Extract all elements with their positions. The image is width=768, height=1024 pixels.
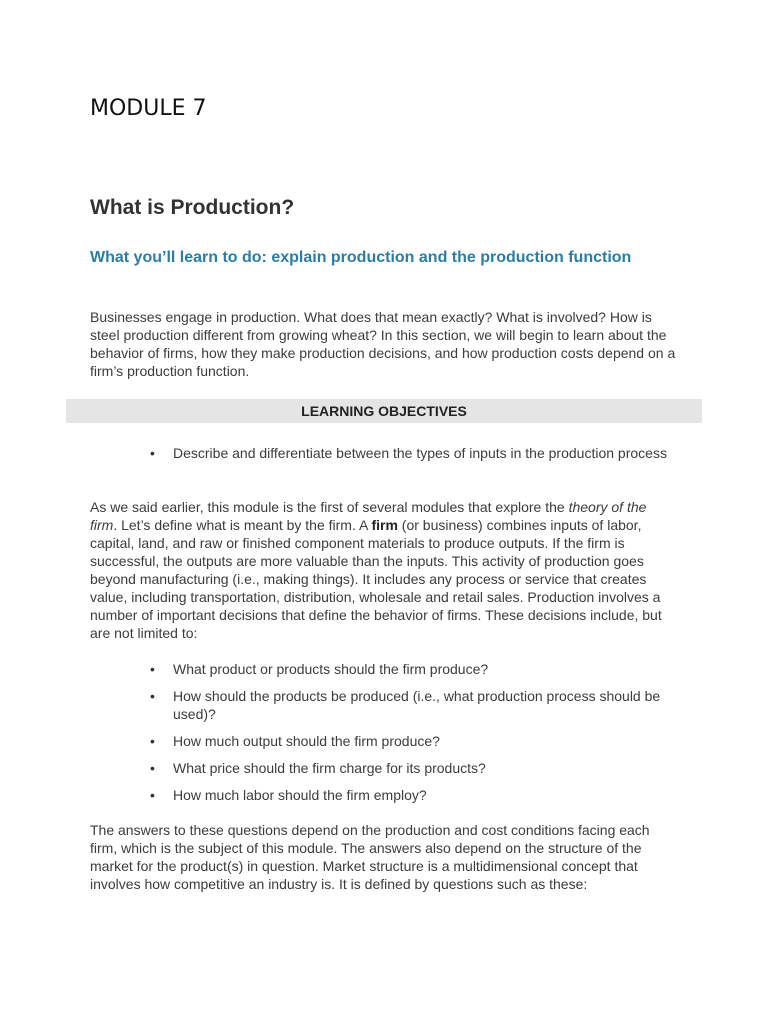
decision-text: What product or products should the firm produce? [173, 661, 489, 677]
firm-term: firm [371, 517, 398, 533]
learning-objectives-list [150, 444, 680, 471]
learning-goal-heading: What you’ll learn to do: explain production and the production function [90, 249, 632, 266]
bullet-icon: • [150, 760, 155, 776]
list-item [150, 687, 680, 723]
objective-text: Describe and differentiate between the types of inputs in the production process [173, 445, 667, 461]
theory-paragraph [90, 498, 676, 642]
bullet-icon: • [150, 445, 155, 461]
theory-text-3: (or business) combines inputs of labor, capital, land, and raw or finished component materials to produce outputs. If the firm is successful, the outputs are more valuable than the inputs. This activity of production goes beyond manufacturing (i.e., making things). It includes any process or service that creates value, including transportation, distribution, wholesale and retail sales. Production involves a number of important decisions that define the behavior of firms. These decisions include, but are not limited to: [90, 517, 662, 641]
list-item [150, 444, 680, 462]
module-heading: MODULE 7 [90, 96, 207, 121]
learning-objectives-bar [66, 399, 702, 423]
closing-paragraph: The answers to these questions depend on the production and cost conditions facing each firm, which is the subject of this module. The answers also depend on the structure of the market for the product(s) in question. Market structure is a multidimensional concept that involves how competitive an industry is. It is defined by questions such as these: [90, 822, 650, 892]
decisions-list [150, 660, 680, 813]
bullet-icon: • [150, 688, 155, 704]
decision-text: How much labor should the firm employ? [173, 787, 427, 803]
decision-text: How should the products be produced (i.e., what production process should be used)? [173, 688, 661, 722]
list-item [150, 759, 680, 777]
decision-text: How much output should the firm produce? [173, 733, 440, 749]
theory-of-firm-emphasis: theory of the firm [90, 499, 647, 533]
list-item [150, 660, 680, 678]
decision-text: What price should the firm charge for its products? [173, 760, 486, 776]
bullet-icon: • [150, 787, 155, 803]
intro-paragraph: Businesses engage in production. What does that mean exactly? What is involved? How is steel production different from growing wheat? In this section, we will begin to learn about the behavior of firms, how they make production decisions, and how production costs depend on a firm’s production function. [90, 309, 676, 379]
bullet-icon: • [150, 733, 155, 749]
learning-objectives-label: LEARNING OBJECTIVES [301, 403, 467, 419]
theory-text-1: As we said earlier, this module is the first of several modules that explore the [90, 499, 569, 515]
section-title: What is Production? [90, 196, 295, 219]
theory-text-2: . Let’s define what is meant by the firm. A [113, 517, 372, 533]
list-item [150, 732, 680, 750]
bullet-icon: • [150, 661, 155, 677]
list-item [150, 786, 680, 804]
